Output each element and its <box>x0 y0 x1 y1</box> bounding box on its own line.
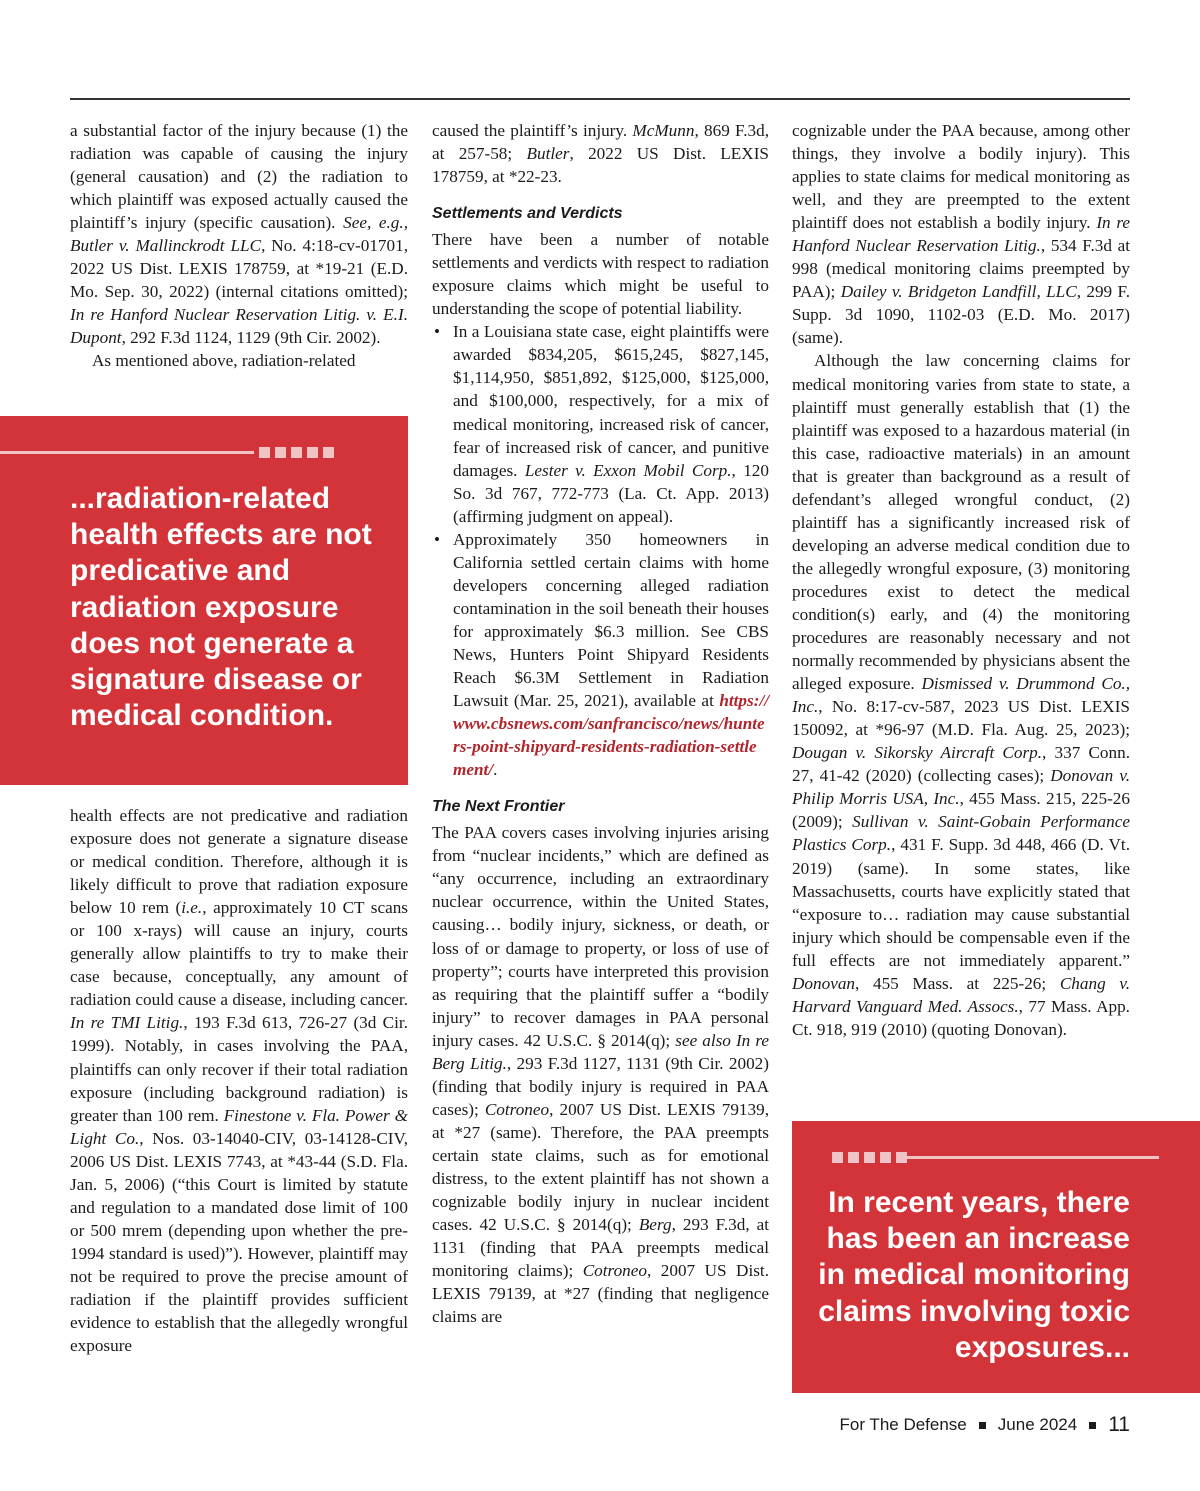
paragraph: cognizable under the PAA because, among other things, they involve a bodily injury). This applies to state claims for medical monitoring as well, and they are preempted to the extent plaintiff does not establish a bodily injury. In re Hanford Nuclear Reservation Litig., 534 F.3d at 998 (medical monitoring claims preempted by PAA); Dailey v. Bridgeton Landfill, LLC, 299 F. Supp. 3d 1090, 1102-03 (E.D. Mo. 2017) (same). <box>792 121 1131 348</box>
issue-date: June 2024 <box>997 1415 1078 1434</box>
cbs-news-link[interactable]: https://www.cbsnews.com/sanfrancisco/news/hunters-point-shipyard-residents-radiation-settlement/ <box>453 691 769 780</box>
section-heading: The Next Frontier <box>432 798 565 816</box>
publication-name: For The Defense <box>839 1415 967 1434</box>
column-1-bottom <box>70 804 408 1357</box>
paragraph: a substantial factor of the injury because (1) the radiation was capable of causing the injury (general causation) and (2) the radiation to which plaintiff was exposed actually caused the plaintiff’s injury (specific causation). See, e.g., Butler v. Mallinckrodt LLC, No. 4:18-cv-01701, 2022 US Dist. LEXIS 178759, at *19-21 (E.D. Mo. Sep. 30, 2022) (internal citations omitted); In re Hanford Nuclear Reservation Litig. v. E.I. Dupont, 292 F.3d 1124, 1129 (9th Cir. 2002). <box>70 121 408 348</box>
page-footer <box>840 1413 1130 1437</box>
case-citation: In re Hanford Nuclear Reservation Litig. v. E.I. Dupont <box>70 305 408 348</box>
case-citation: See, e.g., Butler v. Mallinckrodt LLC <box>70 213 408 256</box>
separator-square-icon <box>979 1422 986 1429</box>
list-item: • Approximately 350 homeowners in California settled certain claims with home developers concerning alleged radiation contamination in the soil beneath their houses for approximately $6.3 million. See CBS News, Hunters Point Shipyard Residents Reach $6.3M Settlement in Radiation Lawsuit (Mar. 25, 2021), available at https://www.cbsnews.com/sanfrancisco/news/hunters-point-shipyard-residents-radiation-settlement/. <box>453 528 769 782</box>
separator-square-icon <box>1089 1422 1096 1429</box>
case-citation: In re TMI Litig. <box>70 1013 184 1033</box>
paragraph: The PAA covers cases involving injuries arising from “nuclear incidents,” which are defined as “any occurrence, including an extraordinary nuclear occurrence, within the United States, causing… bodily injury, sickness, or death, or loss of or damage to property, or loss of use of property”; courts have interpreted this provision as requiring that the plaintiff suffer a “bodily injury” to recover damages in PAA personal injury cases. 42 U.S.C. § 2014(q); see also In re Berg Litig., 293 F.3d 1127, 1131 (9th Cir. 2002) (finding that bodily injury is required in PAA cases); Cotroneo, 2007 US Dist. LEXIS 79139, at *27 (same). Therefore, the PAA preempts certain state claims, such as for emotional distress, to the extent plaintiff has not shown a cognizable bodily injury in nuclear incident cases. 42 U.S.C. § 2014(q); Berg, 293 F.3d, at 1131 (finding that PAA preempts medical monitoring claims); Cotroneo, 2007 US Dist. LEXIS 79139, at *27 (finding that negligence claims are <box>432 823 770 1327</box>
paragraph: health effects are not predicative and radiation exposure does not generate a signature disease or medical condition. Therefore, although it is likely difficult to prove that radiation exposure below 10 rem (i.e., approximately 10 CT scans or 100 x-rays) will cause an injury, courts generally allow plaintiffs to try to make their case because, conceptually, any amount of radiation could cause a disease, including cancer. In re TMI Litig., 193 F.3d 613, 726-27 (3d Cir. 1999). Notably, in cases involving the PAA, plaintiffs can only recover if their total radiation exposure (including background radiation) is greater than 100 rem. Finestone v. Fla. Power & Light Co., Nos. 03-14040-CIV, 03-14128-CIV, 2006 US Dist. LEXIS 7743, at *43-44 (S.D. Fla. Jan. 5, 2006) (“this Court is limited by statute and regulation to a mandated dose limit of 100 or 500 mrem (depending upon whether the pre-1994 standard is used)”). However, plaintiff may not be required to prove the precise amount of radiation if the plaintiff provides sufficient evidence to establish that the allegedly wrongful exposure <box>70 806 408 1356</box>
page-number: 11 <box>1108 1413 1130 1436</box>
pull-quote-1-text: ...radiation-related health effects are not predicative and radiation exposure does not generate a signature disease or medical condition. <box>70 482 372 733</box>
column-2 <box>432 119 769 1328</box>
decorative-dots <box>832 1152 1159 1163</box>
bullet-list <box>432 320 769 781</box>
pull-quote-2-text: In recent years, there has been an increase in medical monitoring claims involving toxic exposures... <box>818 1186 1130 1364</box>
section-heading: Settlements and Verdicts <box>432 205 623 223</box>
paragraph: Although the law concerning claims for medical monitoring varies from state to state, a plaintiff must generally establish that (1) the plaintiff was exposed to a hazardous material (in this case, radioactive materials) in an amount that is greater than background as a result of defendant’s alleged wrongful conduct, (2) plaintiff has a significantly increased risk of developing an adverse medical condition due to the allegedly wrongful exposure, (3) monitoring procedures exist to detect the medical condition(s) early, and (4) the monitoring procedures are reasonably necessary and not normally recommended by physicians absent the alleged exposure. Dismissed v. Drummond Co., Inc., No. 8:17-cv-587, 2023 US Dist. LEXIS 150092, at *96-97 (M.D. Fla. Aug. 25, 2023); Dougan v. Sikorsky Aircraft Corp., 337 Conn. 27, 41-42 (2020) (collecting cases); Donovan v. Philip Morris USA, Inc., 455 Mass. 215, 225-26 (2009); Sullivan v. Saint-Gobain Performance Plastics Corp., 431 F. Supp. 3d 448, 466 (D. Vt. 2019) (same). In some states, like Massachusetts, courts have explicitly stated that “exposure to… radiation may cause substantial injury which should be compensable even if the full effects are not immediately apparent.” Donovan, 455 Mass. at 225-26; Chang v. Harvard Vanguard Med. Assocs., 77 Mass. App. Ct. 918, 919 (2010) (quoting Donovan). <box>792 351 1131 1039</box>
decorative-dots <box>0 447 334 458</box>
column-3 <box>792 119 1130 1041</box>
paragraph: There have been a number of notable settlements and verdicts with respect to radiation exposure claims which might be useful to understanding the scope of potential liability. <box>432 230 769 319</box>
list-item: • In a Louisiana state case, eight plaintiffs were awarded $834,205, $615,245, $827,145, $1,114,950, $851,892, $125,000, $125,000, and $100,000, respectively, for a mix of medical monitoring, increased risk of cancer, fear of increased risk of cancer, and punitive damages. Lester v. Exxon Mobil Corp., 120 So. 3d 767, 772-773 (La. Ct. App. 2013) (affirming judgment on appeal). <box>453 320 769 527</box>
paragraph: caused the plaintiff’s injury. McMunn, 869 F.3d, at 257-58; Butler, 2022 US Dist. LEXIS 178759, at *22-23. <box>432 121 769 187</box>
paragraph: As mentioned above, radiation-related <box>92 351 356 371</box>
column-1-top <box>70 119 408 373</box>
case-citation: Finestone v. Fla. Power & Light Co. <box>70 1105 408 1148</box>
top-rule <box>70 98 1130 100</box>
